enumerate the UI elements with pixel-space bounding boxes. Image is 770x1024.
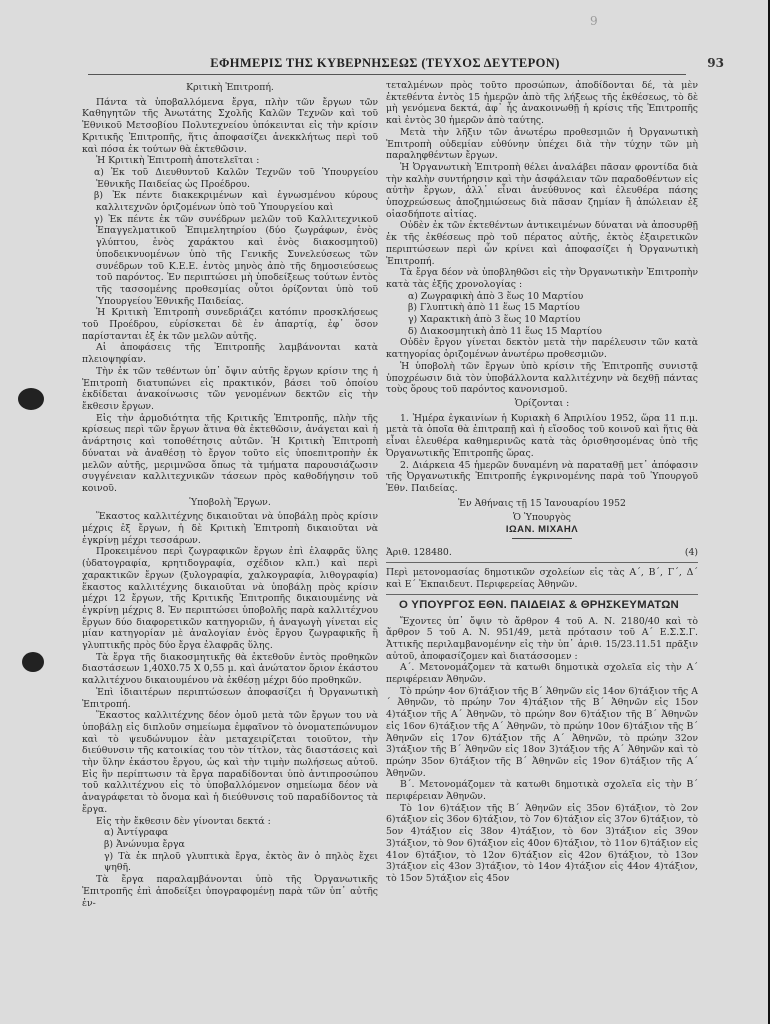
list-item: γ) Τὰ ἐκ πηλοῦ γλυπτικὰ ἔργα, ἐκτὸς ἂν ὁ πηλὸς ἔχει ψηθῆ. — [104, 850, 378, 874]
paragraph: Ἡ ὑποβολὴ τῶν ἔργων ὑπὸ κρίσιν τῆς Ἐπιτροπῆς συνιστᾷ ὑποχρέωσιν διὰ τὸν ὑποβάλλοντα καλλιτέχνην νὰ δεχθῇ πάντας τοὺς ὅρους τοῦ παρόντος κανονισμοῦ. — [386, 360, 698, 396]
pencil-mark: 9 — [590, 14, 598, 28]
paragraph: Οὐδὲν ἔργον γίνεται δεκτὸν μετὰ τὴν παρέλευσιν τῶν κατὰ κατηγορίας ὁριζομένων ἀνωτέρω προθεσμιῶν. — [386, 337, 698, 361]
list-item: γ) Ἐκ πέντε ἐκ τῶν συνέδρων μελῶν τοῦ Καλλιτεχνικοῦ Ἐπαγγελματικοῦ Ἐπιμελητηρίου (δύο ζωγράφων, ἑνὸς γλύπτου, ἑνὸς χαράκτου καὶ ἑνὸς διακοσμητοῦ) ὑποδεικνυομένων ὑπὸ τῆς Γενικῆς Συνελεύσεως τῶν συνέδρων τοῦ Κ.Ε.Ε. ἐντὸς μηνὸς ἀπὸ τῆς δημοσιεύσεως τοῦ παρόντος. Ἐν περιπτώσει μὴ ὑποδείξεως τούτων ἐντὸς τῆς τασσομένης προθεσμίας οὗτοι ὁρίζονται ὑπὸ τοῦ Ὑπουργείου Ἐθνικῆς Παιδείας. — [94, 213, 378, 307]
right-column — [386, 80, 698, 885]
paragraph: Β´. Μετονομάζομεν τὰ κατωθι δημοτικὰ σχολεῖα εἰς τὴν Β´ περιφέρειαν Ἀθηνῶν. — [386, 779, 698, 803]
paragraph: Τὴν ἐκ τῶν τεθέντων ὑπ᾽ ὄψιν αὐτῆς ἔργων κρίσιν της ἡ Ἐπιτροπὴ διατυπώνει εἰς πρακτικόν, βάσει τοῦ ὁποίου ἐκδίδεται ἀνακοίνωσις τῶν γενομένων δεκτῶν εἰς τὴν ἔκθεσιν ἔργων. — [82, 365, 378, 412]
section-heading: Κριτικὴ Ἐπιτροπή. — [186, 82, 274, 93]
paragraph: τεταλμένων πρὸς τοῦτο προσώπων, ἀποδίδονται δέ, τὰ μὲν ἐκτεθέντα ἐντὸς 15 ἡμερῶν ἀπὸ τῆς λήξεως τῆς ἐκθέσεως, τὸ δὲ μὴ γενόμενα δεκτά, ἀφ᾽ ἧς ἀνακοινωθῇ ἡ κρίσις τῆς Ἐπιτροπῆς καὶ ἐντὸς 30 ἡμερῶν ἀπὸ ταύτης. — [386, 80, 698, 127]
paragraph: Ἡ Κριτικὴ Ἐπιτροπὴ συνεδριάζει κατόπιν προσκλήσεως τοῦ Προέδρου, εὑρίσκεται δὲ ἐν ἀπαρτίᾳ, ἐφ᾽ ὅσον παρίστανται ἐξ ἐκ τῶν μελῶν αὐτῆς. — [82, 307, 378, 342]
paragraph: Ἕκαστος καλλιτέχνης δέον ὁμοῦ μετὰ τῶν ἔργων του νὰ ὑποβάλῃ εἰς διπλοῦν σημείωμα ἐμφαῖνον τὸ ὀνοματεπώνυμον καὶ τὸ ψευδώνυμον ἐὰν μεταχειρίζεται τοιοῦτον, τὴν διεύθυνσιν τῆς κατοικίας του τὸν τίτλον, τὰς διαστάσεις καὶ τὴν ὕλην ἑκάστου ἔργου, ὡς καὶ τὴν τιμὴν πωλήσεως αὐτοῦ. Εἰς ἣν περίπτωσιν τὰ ἔργα παραδίδονται ὑπὸ ἀντιπροσώπου τοῦ καλλιτέχνου εἰς τὸ ὑποβαλλόμενον σημείωμα δέον νὰ ἀναγράφεται τὸ ὄνομα καὶ ἡ διεύθυνσις τοῦ παραδίδοντος τὰ ἔργα. — [82, 710, 378, 815]
paragraph: Πάντα τὰ ὑποβαλλόμενα ἔργα, πλὴν τῶν ἔργων τῶν Καθηγητῶν τῆς Ἀνωτάτης Σχολῆς Καλῶν Τεχνῶν καὶ τοῦ Ἐθνικοῦ Μετσοβίου Πολυτεχνείου ὑπόκεινται εἰς τὴν κρίσιν Κριτικῆς Ἐπιτροπῆς, ἥτις ἀποφασίζει ἀνεκκλήτως περὶ τοῦ καὶ πόσα ἐκ τούτων θὰ ἐκτεθῶσιν. — [82, 96, 378, 155]
list-item: δ) Διακοσμητικὴ ἀπὸ 11 ἕως 15 Μαρτίου — [408, 325, 602, 337]
header-rule — [88, 74, 686, 75]
paragraph: Τὰ ἔργα τῆς διακοσμητικῆς θὰ ἐκτεθοῦν ἐντὸς προθηκῶν διαστάσεων 1,40Χ0.75 Χ 0,55 μ. καὶ ἀνώτατον ὅριον ἑκάστου καλλιτέχνου δικαιουμένου νὰ ἐκθέσῃ μέχρι δύο προθηκῶν. — [82, 651, 378, 687]
list-item: β) Ἀνώνυμα ἔργα — [104, 839, 185, 850]
list-item: α) Ἐκ τοῦ Διευθυντοῦ Καλῶν Τεχνῶν τοῦ Ὑπουργείου Ἐθνικῆς Παιδείας ὡς Προέδρου. — [94, 166, 378, 190]
paragraph: Ἡ Κριτικὴ Ἐπιτροπὴ ἀποτελεῖται : — [96, 155, 260, 167]
section-heading: Ὁρίζονται : — [514, 397, 570, 409]
left-column — [82, 80, 378, 909]
document-number: Ἀριθ. 128480. — [386, 546, 452, 558]
list-item: α) Ζωγραφικὴ ἀπὸ 3 ἕως 10 Μαρτίου — [408, 290, 584, 302]
punch-hole-mark — [22, 652, 44, 672]
paragraph: Εἰς τὴν ἔκθεσιν δὲν γίνονται δεκτά : — [96, 815, 271, 827]
paragraph: Μετὰ τὴν λῆξιν τῶν ἀνωτέρω προθεσμιῶν ἡ Ὀργανωτικὴ Ἐπιτροπὴ οὐδεμίαν εὐθύνην ὑπέχει διὰ τὴν τύχην τῶν μὴ παραληφθέντων ἔργων. — [386, 126, 698, 162]
section-heading: Ὑποβολὴ Ἔργων. — [189, 496, 271, 508]
paragraph: Α´. Μετονομάζομεν τὰ κατωθι δημοτικὰ σχολεῖα εἰς τὴν Α´ περιφέρειαν Ἀθηνῶν. — [386, 662, 698, 686]
paragraph: 2. Διάρκεια 45 ἡμερῶν δυναμένη νὰ παραταθῇ μετ᾽ ἀπόφασιν τῆς Ὀργανωτικῆς Ἐπιτροπῆς ἐγκρινομένης παρὰ τοῦ Ὑπουργοῦ Ἐθν. Παιδείας. — [386, 459, 698, 494]
document-number-row — [386, 547, 698, 559]
ministry-heading: Ο ΥΠΟΥΡΓΟΣ ΕΘΝ. ΠΑΙΔΕΙΑΣ & ΘΡΗΣΚΕΥΜΑΤΩΝ — [399, 598, 679, 611]
paragraph: Προκειμένου περὶ ζωγραφικῶν ἔργων ἐπὶ ἐλαφρᾶς ὕλης (ὑδατογραφία, κρητιδογραφία, σχέδιον κλπ.) καὶ περὶ χαρακτικῶν ἔργων (ξυλογραφία, χαλκογραφία, λιθογραφία) ἕκαστος καλλιτέχνης δικαιοῦται νὰ ὑποβάλῃ πρὸς κρίσιν μέχρι 12 ἔργων, τῆς Κριτικῆς Ἐπιτροπῆς δικαιουμένης νὰ ἐγκρίνῃ μέχρις 8. Ἐν περιπτώσει ὑποβολῆς παρὰ καλλιτέχνου ἔργων δύο διαφορετικῶν κατηγοριῶν, ἡ ἀναγωγὴ γίνεται εἰς μίαν κατηγορίαν μὲ ἀναλογίαν ἑνὸς ἔργου ζωγραφικῆς ἢ γλυπτικῆς πρὸς δύο ἔργα ἐλαφρᾶς ὕλης. — [82, 546, 378, 652]
signature-rule — [512, 538, 572, 539]
paragraph: Τὸ 1ον 6)τάξιον τῆς Β´ Ἀθηνῶν εἰς 35ον 6)τάξιον, τὸ 2ον 6)τάξιον εἰς 36ον 6)τάξιον, τὸ 7ον 6)τάξιον εἰς 37ον 6)τάξιον, τὸ 5ον 4)τάξιον εἰς 38ον 4)τάξιον, τὸ 6ον 3)τάξιον εἰς 39ον 3)τάξιον, τὸ 9ον 6)τάξιον εἰς 40ον 6)τάξιον, τὸ 11ον 6)τάξιον εἰς 41ον 6)τάξιον, τὸ 12ον 6)τάξιον εἰς 42ον 6)τάξιον, τὸ 13ον 3)τάξιον εἰς 43ον 3)τάξιον, τὸ 14ον 4)τάξιον εἰς 44ον 4)τάξιον, τὸ 15ον 5)τάξιον εἰς 45ον — [386, 802, 698, 884]
paragraph: Τὸ πρώην 4ον 6)τάξιον τῆς Β´ Ἀθηνῶν εἰς 14ον 6)τάξιον τῆς Α´ Ἀθηνῶν, τὸ πρώην 7ον 4)τάξιον τῆς Β´ Ἀθηνῶν εἰς 15ον 4)τάξιον τῆς Α´ Ἀθηνῶν, τὸ πρώην 8ον 6)τάξιον τῆς Β´ Ἀθηνῶν εἰς 16ον 6)τάξιον τῆς Α´ Ἀθηνῶν, τὸ πρώην 10ον 6)τάξιον τῆς Β´ Ἀθηνῶν εἰς 17ον 6)τάξιον τῆς Α´ Ἀθηνῶν, τὸ πρώην 32ον 3)τάξιον τῆς Β´ Ἀθηνῶν εἰς 18ον 3)τάξιον τῆς Α´ Ἀθηνῶν καὶ τὸ πρώην 35ον 6)τάξιον τῆς Β´ Ἀθηνῶν εἰς 19ον 6)τάξιον τῆς Α´ Ἀθηνῶν. — [386, 685, 698, 779]
paragraph: Αἱ ἀποφάσεις τῆς Ἐπιτροπῆς λαμβάνονται κατὰ πλειοψηφίαν. — [82, 342, 378, 366]
paragraph: Ἕκαστος καλλιτέχνης δικαιοῦται νὰ ὑποβάλῃ πρὸς κρίσιν μέχρις ἐξ ἔργων, ἡ δὲ Κριτικὴ Ἐπιτροπὴ δικαιοῦται νὰ ἐγκρίνῃ μέχρι τεσσάρων. — [82, 511, 378, 546]
gazette-title: ΕΦΗΜΕΡΙΣ ΤΗΣ ΚΥΒΕΡΝΗΣΕΩΣ (ΤΕΥΧΟΣ ΔΕΥΤΕΡΟΝ) — [210, 56, 560, 70]
paragraph: Εἰς τὴν ἁρμοδιότητα τῆς Κριτικῆς Ἐπιτροπῆς, πλὴν τῆς κρίσεως περὶ τῶν ἔργων ἅτινα θὰ ἐκτεθῶσιν, ἀνάγεται καὶ ἡ ἀνάρτησις καὶ τοποθέτησις αὐτῶν. Ἡ Κριτικὴ Ἐπιτροπὴ δύναται νὰ ἀναθέσῃ τὸ ἔργον τοῦτο εἰς ὑποεπιτροπὴν ἐκ μελῶν αὐτῆς, μεριμνῶσα ὅπως τὰ τμήματα παρουσιάζωσιν συγγένειαν καλλιτεχνικῶν τάσεων πρὸς καθοδήγησιν τοῦ κοινοῦ. — [82, 412, 378, 494]
date-line: Ἐν Ἀθήναις τῇ 15 Ἰανουαρίου 1952 — [458, 497, 626, 509]
paragraph: 1. Ἡμέρα ἐγκαινίων ἡ Κυριακὴ 6 Ἀπριλίου 1952, ὥρα 11 π.μ. μετὰ τὰ ὁποῖα θὰ ἐπιτραπῇ καὶ ἡ εἴσοδος τοῦ κοινοῦ καὶ ἥτις θὰ εἶναι ἐλευθέρα καθημερινῶς κατὰ τὰς ὁρισθησομένας ὑπὸ τῆς Ὀργανωτικῆς Ἐπιτροπῆς ὥρας. — [386, 412, 698, 459]
signatory-role: Ὁ Ὑπουργὸς — [512, 512, 572, 524]
paragraph: Οὐδὲν ἐκ τῶν ἐκτεθέντων ἀντικειμένων δύναται νὰ ἀποσυρθῇ ἐκ τῆς ἐκθέσεως πρὸ τοῦ πέρατος αὐτῆς, ἐκτὸς ἐξαιρετικῶν περιπτώσεων περὶ ὧν κρίνει καὶ ἀποφασίζει ἡ Ὀργανωτικὴ Ἐπιτροπή. — [386, 220, 698, 267]
page-number: 93 — [707, 56, 724, 70]
list-item: α) Ἀντίγραφα — [104, 827, 169, 839]
decision-subject: Περὶ μετονομασίας δημοτικῶν σχολείων εἰς τὰς Α´, Β´, Γ´, Δ´ καὶ Ε´ Ἐκπαιδευτ. Περιφερείας Ἀθηνῶν. — [386, 567, 698, 591]
paragraph: Τὰ ἔργα δέον νὰ ὑποβληθῶσι εἰς τὴν Ὀργανωτικὴν Ἐπιτροπὴν κατὰ τὰς ἑξῆς χρονολογίας : — [386, 267, 698, 290]
signatory-name: ΙΩΑΝ. ΜΙΧΑΗΛ — [505, 524, 579, 536]
paragraph: Ἔχοντες ὑπ᾽ ὄψιν τὸ ἄρθρον 4 τοῦ Α. Ν. 2180/40 καὶ τὸ ἄρθρον 5 τοῦ Α. Ν. 951/49, μετὰ πρότασιν τοῦ Α´ Ε.Σ.Σ.Γ. Ἀττικῆς περιλαμβανομένην εἰς τὴν ὑπ᾽ ἀριθ. 15/23.11.51 πρᾶξιν αὐτοῦ, ἀποφασίζομεν καὶ διατάσσομεν : — [386, 615, 698, 662]
list-item: β) Ἐκ πέντε διακεκριμένων καὶ ἐγνωσμένου κύρους καλλιτεχνῶν ὁριζομένων ὑπὸ τοῦ Ὑπουργείου καὶ — [94, 190, 378, 214]
sequence-number: (4) — [684, 546, 698, 558]
punch-hole-mark — [18, 388, 44, 410]
page-header — [60, 56, 724, 74]
list-item: β) Γλυπτικὴ ἀπὸ 11 ἕως 15 Μαρτίου — [408, 302, 580, 314]
list-item: γ) Χαρακτικὴ ἀπὸ 3 ἕως 10 Μαρτίου — [408, 314, 581, 326]
paragraph: Ἡ Ὀργανωτικὴ Ἐπιτροπὴ θέλει ἀναλάβει πᾶσαν φροντίδα διὰ τὴν καλὴν συντήρησιν καὶ τὴν ἀσφάλειαν τῶν παραδοθέντων εἰς αὐτὴν ἔργων, ἀλλ᾽ εἶναι ἀνεύθυνος καὶ ἐλευθέρα πάσης ὑποχρεώσεως ἀποζημιώσεως διὰ πᾶσαν ζημίαν ἢ ἀπώλειαν ἐξ οἱασδήποτε αἰτίας. — [386, 161, 698, 220]
paragraph: Ἐπὶ ἰδιαιτέρων περιπτώσεων ἀποφασίζει ἡ Ὀργανωτικὴ Ἐπιτροπή. — [82, 686, 378, 710]
divider — [386, 594, 698, 595]
paragraph: Τὰ ἔργα παραλαμβάνονται ὑπὸ τῆς Ὀργανωτικῆς Ἐπιτροπῆς ἐπὶ ἀποδείξει ὑπογραφομένῃ παρὰ τῶν ὑπ᾽ αὐτῆς ἐν- — [82, 874, 378, 909]
divider — [386, 562, 698, 563]
